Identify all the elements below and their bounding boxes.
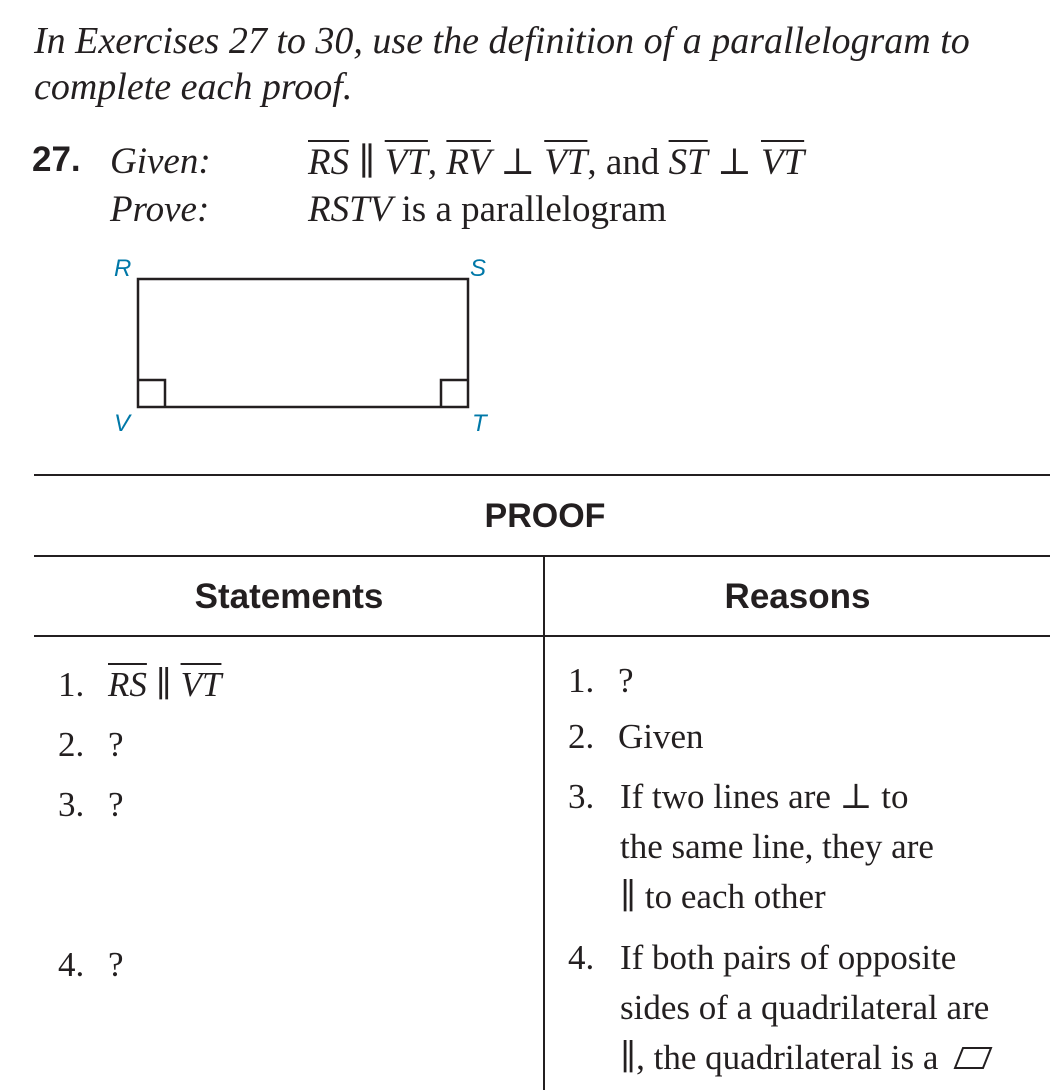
segment-rs: $\overline{RS}$ [108,665,147,704]
segment-vt: $\overline{VT}$ [760,142,805,183]
reason-2 [568,712,704,762]
reason-3 [620,772,1050,922]
reason-1 [568,656,634,706]
statement-text: ? [108,725,124,764]
right-angle-marker-t [441,380,468,407]
parallel-symbol: ∥ [349,142,385,183]
parallelogram-icon [953,1045,993,1071]
vertex-label-s: S [470,255,487,282]
vertex-label-r: R [114,255,132,282]
rectangle-rstv-figure [130,272,480,417]
statement-1 [58,660,221,710]
reason-number: 3. [568,777,595,816]
exercise-instructions: In Exercises 27 to 30, use the definition of a parallelogram to complete each proof. [34,20,970,108]
reason-line: the same line, they are [620,827,934,866]
perpendicular-symbol: ⊥ [707,142,761,183]
reason-4-number [568,933,618,983]
vertex-label-v: V [114,410,131,437]
reason-line: If two lines are ⊥ to [620,777,909,816]
statement-number: 4. [58,945,85,984]
statement-text: ? [108,945,124,984]
reason-text: Given [618,717,704,756]
separator: , and [587,142,669,183]
reason-line-text: ∥, the quadrilateral is a [620,1038,939,1077]
prove-rest: is a parallelogram [392,189,667,230]
rectangle-outline [138,279,468,407]
prove-statement [308,188,667,231]
prove-label: Prove: [110,189,210,230]
right-angle-marker-v [138,380,165,407]
proof-header-rule [34,555,1050,557]
segment-vt: $\overline{VT}$ [544,142,588,183]
quadrilateral-name: RSTV [308,189,393,230]
given-label: Given: [110,141,211,182]
statements-header: Statements [194,577,384,616]
statement-number: 1. [58,665,85,704]
reason-line: ∥ to each other [620,877,826,916]
column-header-rule [34,635,1050,637]
reason-line [620,1033,1050,1083]
reasons-header: Reasons [724,577,871,616]
statement-3 [58,780,124,830]
vertex-label-t: T [472,410,487,437]
exercise-number: 27. [32,140,81,179]
given-statement [308,140,804,184]
reason-text: ? [618,661,634,700]
reason-line: sides of a quadrilateral are [620,988,990,1027]
segment-vt: $\overline{VT}$ [384,142,428,183]
segment-rs: $\overline{RS}$ [308,142,350,183]
statement-number: 3. [58,785,85,824]
statement-number: 2. [58,725,85,764]
segment-rv: $\overline{RV}$ [446,142,491,183]
column-divider [543,556,545,1090]
perpendicular-symbol: ⊥ [490,142,545,183]
reason-number: 1. [568,661,595,700]
reason-line: If both pairs of opposite [620,938,957,977]
proof-top-rule [34,474,1050,476]
segment-st: $\overline{ST}$ [668,142,708,183]
statement-2 [58,720,124,770]
parallel-symbol: ∥ [146,665,181,704]
reason-3-number [568,772,618,822]
segment-vt: $\overline{VT}$ [180,665,222,704]
reason-4 [620,933,1050,1083]
reason-number: 2. [568,717,595,756]
statement-text: ? [108,785,124,824]
statement-4 [58,940,124,990]
reason-number: 4. [568,938,595,977]
separator: , [427,142,447,183]
proof-title: PROOF [484,497,606,535]
